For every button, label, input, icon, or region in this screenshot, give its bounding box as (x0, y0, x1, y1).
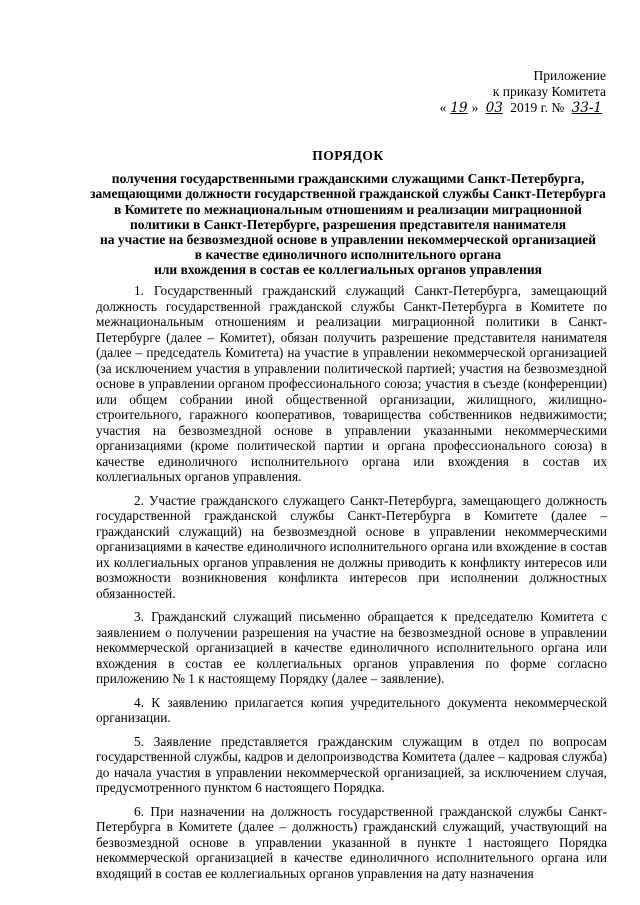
handwritten-doc-number: 33-1 (571, 100, 602, 116)
handwritten-day: 19 (450, 100, 468, 116)
appendix-order-ref: к приказу Комитета (492, 84, 606, 99)
date-close-quote: » (471, 100, 479, 115)
paragraph-4: 4. К заявлению прилагается копия учредительного документа некоммерческой организации. (96, 694, 607, 725)
title-line: на участие на безвозмездной основе в управлении некоммерческой организацией (99, 232, 597, 248)
document-body (96, 283, 607, 889)
title-line: или вхождения в состав ее коллегиальных органов управления (154, 262, 542, 278)
handwritten-month: 03 (485, 100, 503, 116)
paragraph-2: 2. Участие гражданского служащего Санкт-Петербурга, замещающего должность государственной гражданской службы Санкт-Петербурга в Комитете (далее – гражданский служащий) на безвозмездной основе в управлении некоммерческими организациями в качестве единоличного исполнительного органа или вхождение в состав их коллегиальных органов управления не должны приводить к конфликту интересов или возможности возникновения конфликта интересов при исполнении должностных обязанностей. (96, 492, 607, 601)
title-line: в качестве единоличного исполнительного органа (194, 247, 502, 263)
paragraph-5: 5. Заявление представляется гражданским служащим в отдел по вопросам государственной службы, кадров и делопроизводства Комитета (далее – кадровая служба) до начала участия в управлении некоммерческой организацией, за исключением случая, предусмотренного пунктом 6 настоящего Порядка. (96, 733, 607, 795)
paragraph-3: 3. Гражданский служащий письменно обращается к председателю Комитета с заявлением о получении разрешения на участие на безвозмездной основе в управлении некоммерческой организацией в качестве единоличного исполнительного органа или вхождения в состав ее коллегиальных органов управления по форме согласно приложению № 1 к настоящему Порядку (далее – заявление). (96, 609, 607, 686)
title-line: в Комитете по межнациональным отношениям и реализации миграционной (114, 201, 582, 217)
date-year: 2019 г. № (510, 100, 565, 115)
appendix-header (440, 68, 606, 116)
title-main: ПОРЯДОК (312, 148, 384, 163)
appendix-label: Приложение (533, 68, 606, 83)
paragraph-1: 1. Государственный гражданский служащий Санкт-Петербурга, замещающий должность государственной гражданской службы Санкт-Петербурга в Комитете по межнациональным отношениям и реализации миграционной политики в Санкт-Петербурге (далее – Комитет), обязан получить разрешение представителя нанимателя (далее – председатель Комитета) на участие в управлении некоммерческой организацией (за исключением участия в управлении политической партией; участия на безвозмездной основе в управлении органом профессионального союза; участия в съезде (конференции) или общем собрании иной общественной организации, жилищного, жилищно-строительного, гаражного кооперативов, товарищества собственников недвижимости; участия на безвозмездной основе в управлении указанными некоммерческими организациями (кроме политической партии и органа профессионального союза) в качестве единоличного исполнительного органа или вхождения в состав их коллегиальных органов управления. (96, 283, 607, 484)
title-line: политики в Санкт-Петербурге, разрешения представителя нанимателя (129, 216, 566, 232)
title-line: получения государственными гражданскими служащими Санкт-Петербурга, (111, 171, 585, 187)
title-line: замещающими должности государственной гражданской службы Санкт-Петербурга (90, 186, 606, 202)
document-title (90, 148, 606, 278)
appendix-date-line (440, 100, 606, 116)
date-open-quote: « (439, 100, 447, 115)
paragraph-6: 6. При назначении на должность государственной гражданской службы Санкт-Петербурга в Комитете (далее – должность) гражданский служащий, участвующий на безвозмездной основе в управлении указанной в пункте 1 настоящего Порядка некоммерческой организацией в качестве единоличного исполнительного органа или входящий в состав ее коллегиальных органов управления на дату назначения (96, 803, 607, 881)
